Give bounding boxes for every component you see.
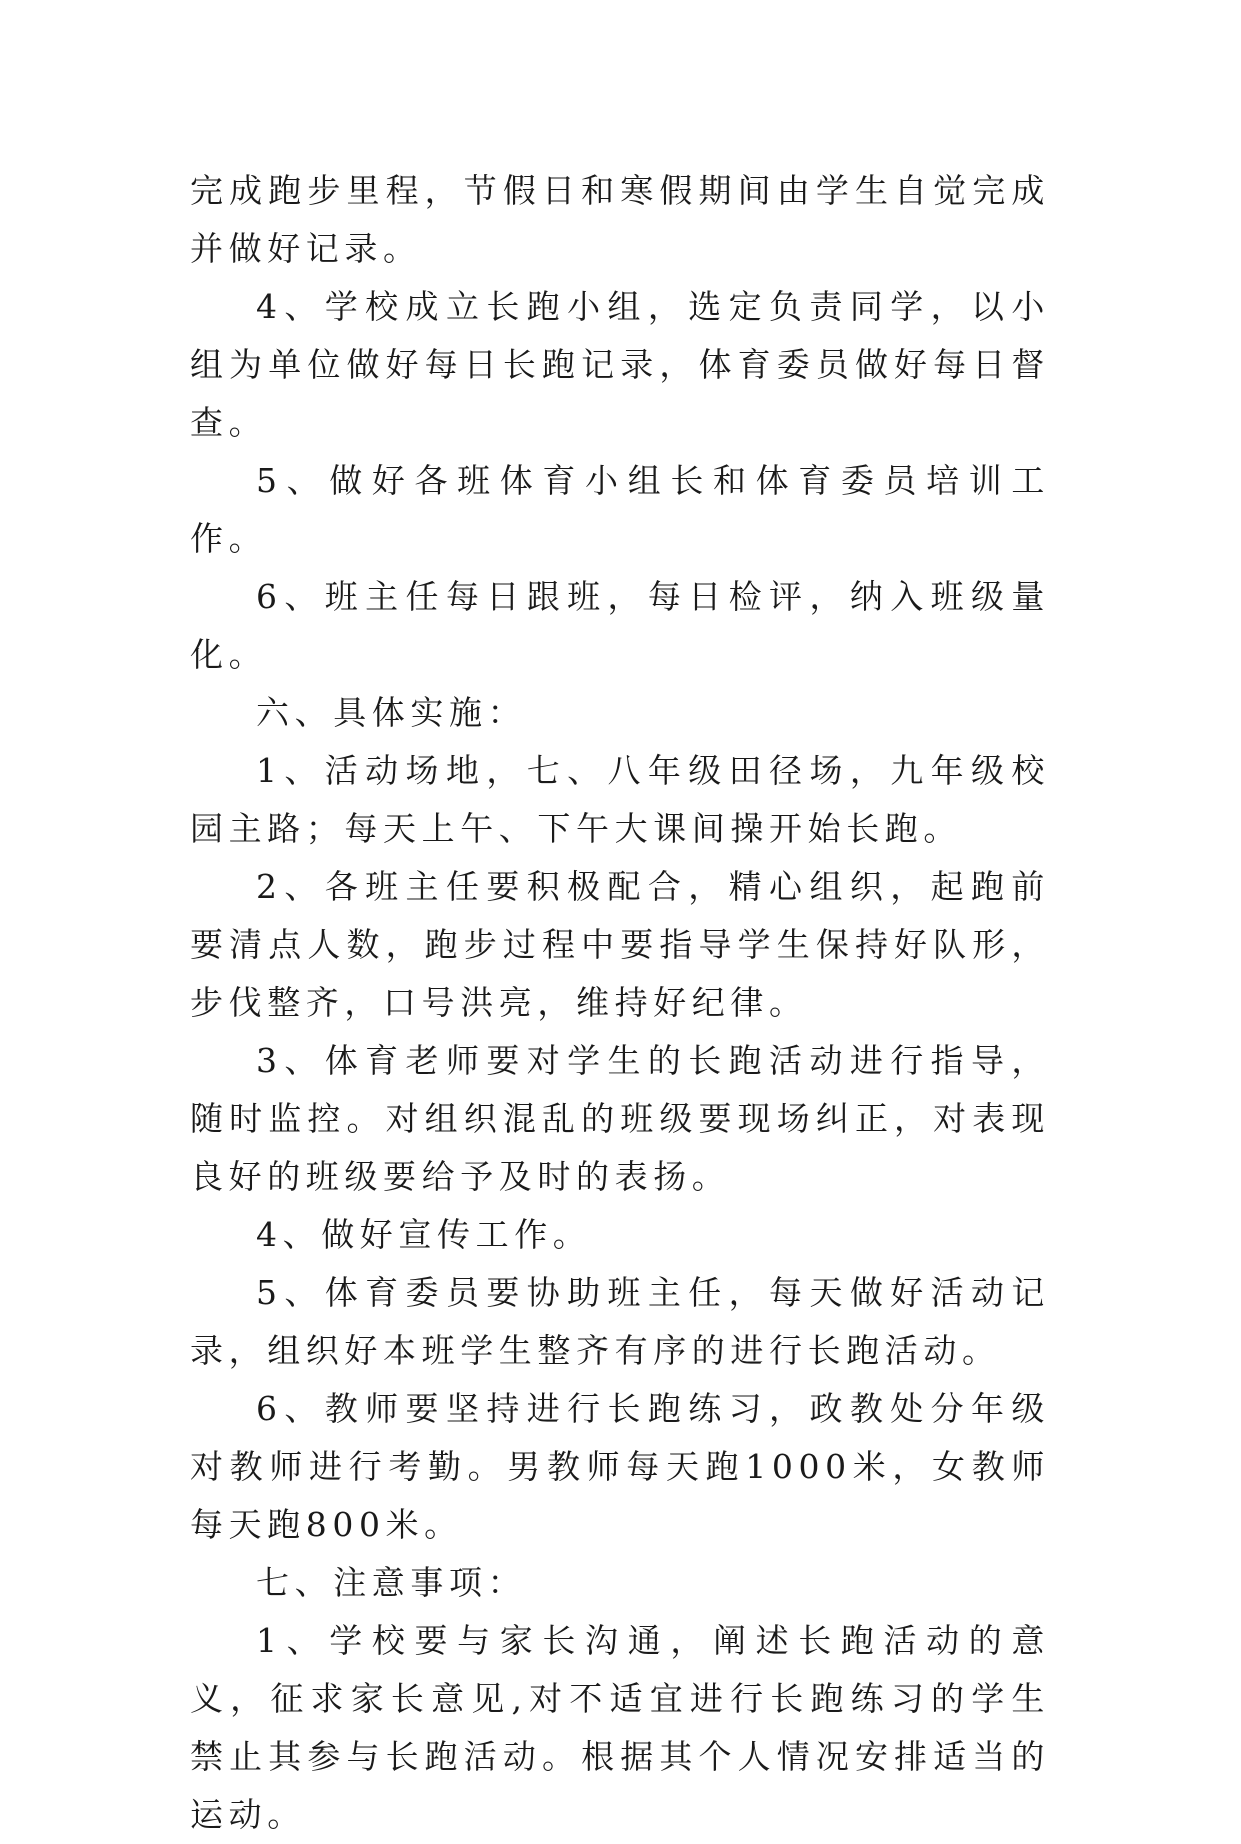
paragraph-impl-4: 4、做好宣传工作。 [256,1215,592,1254]
paragraph-notes-1: 1、学校要与家长沟通，阐述长跑活动的意义，征求家长意见,对不适宜进行长跑练习的学生禁止其参与长跑活动。根据其个人情况安排适当的运动。 [190,1621,1050,1834]
paragraph-impl-2: 2、各班主任要积极配合，精心组织，起跑前要清点人数，跑步过程中要指导学生保持好队形，步伐整齐，口号洪亮，维持好纪律。 [190,867,1050,1022]
paragraph-impl-1: 1、活动场地，七、八年级田径场，九年级校园主路；每天上午、下午大课间操开始长跑。 [190,751,1050,848]
paragraph-item-6: 6、班主任每日跟班，每日检评，纳入班级量化。 [190,577,1050,674]
document-body [190,162,1050,1844]
paragraph-impl-5: 5、体育委员要协助班主任，每天做好活动记录，组织好本班学生整齐有序的进行长跑活动。 [190,1273,1050,1370]
paragraph-impl-3: 3、体育老师要对学生的长跑活动进行指导，随时监控。对组织混乱的班级要现场纠正，对表现良好的班级要给予及时的表扬。 [190,1041,1050,1196]
section-heading-notes: 七、注意事项： [256,1563,527,1602]
paragraph-item-5: 5、做好各班体育小组长和体育委员培训工作。 [190,461,1050,558]
section-heading-implementation: 六、具体实施： [256,693,527,732]
paragraph-impl-6: 6、教师要坚持进行长跑练习，政教处分年级对教师进行考勤。男教师每天跑1000米，女教师每天跑800米。 [190,1389,1050,1544]
paragraph-item-4: 4、学校成立长跑小组，选定负责同学，以小组为单位做好每日长跑记录，体育委员做好每日督查。 [190,287,1050,442]
paragraph-continuation: 完成跑步里程，节假日和寒假期间由学生自觉完成并做好记录。 [190,171,1050,268]
